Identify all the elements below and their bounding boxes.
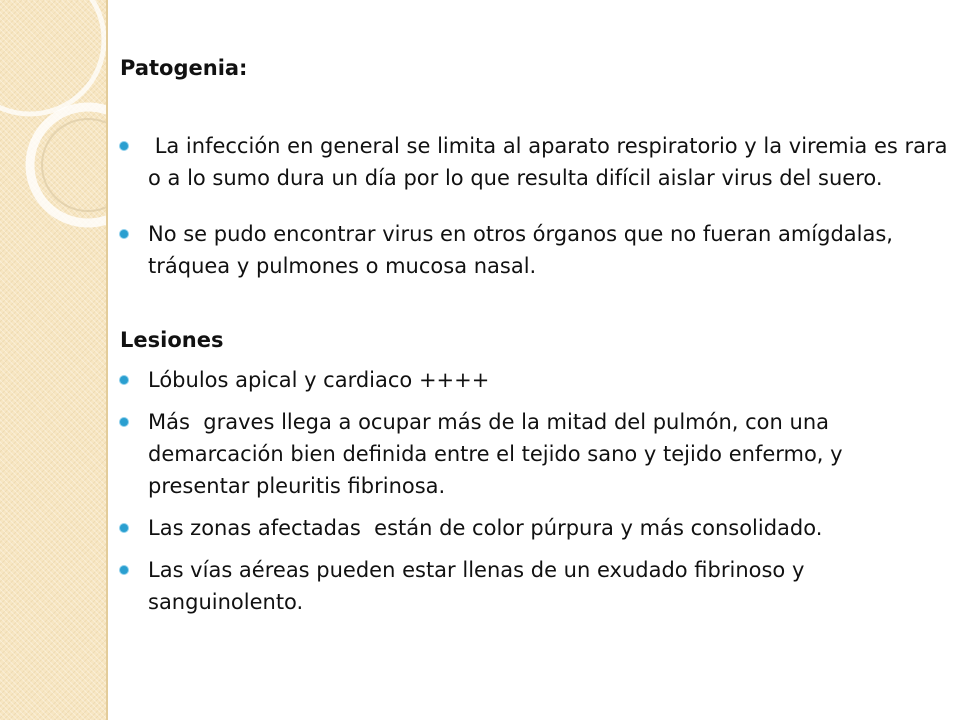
list-item-text: No se pudo encontrar virus en otros órganos que no fueran amígdalas, tráquea y pulmones o mucosa nasal. [148,222,893,278]
list-item-text: Las zonas afectadas están de color púrpura y más consolidado. [148,516,823,540]
list-item [120,130,955,194]
list-item-text: Más graves llega a ocupar más de la mitad del pulmón, con una demarcación bien definida entre el tejido sano y tejido enfermo, y presentar pleuritis fibrinosa. [148,410,850,498]
decorative-side-band [0,0,108,720]
bullet-icon [120,524,128,532]
list-item-text: Lóbulos apical y cardiaco ++++ [148,368,490,392]
bullet-icon [120,418,128,426]
section-heading-patogenia: Patogenia: [120,56,248,80]
patogenia-list [120,130,955,282]
list-item-text: Las vías aéreas pueden estar llenas de un exudado fibrinoso y sanguinolento. [148,558,805,614]
list-item [120,218,950,282]
list-item [120,512,950,544]
list-item-text: La infección en general se limita al aparato respiratorio y la viremia es rara o a lo sumo dura un día por lo que resulta difícil aislar virus del suero. [148,134,955,190]
lesiones-list [120,364,950,618]
bullet-icon [120,142,128,150]
list-item [120,364,950,396]
decorative-circles-icon [0,0,106,720]
bullet-icon [120,230,128,238]
list-item [120,406,950,502]
bullet-icon [120,376,128,384]
list-item [120,554,950,618]
slide-content [120,52,955,628]
bullet-icon [120,566,128,574]
section-heading-lesiones: Lesiones [120,328,224,352]
